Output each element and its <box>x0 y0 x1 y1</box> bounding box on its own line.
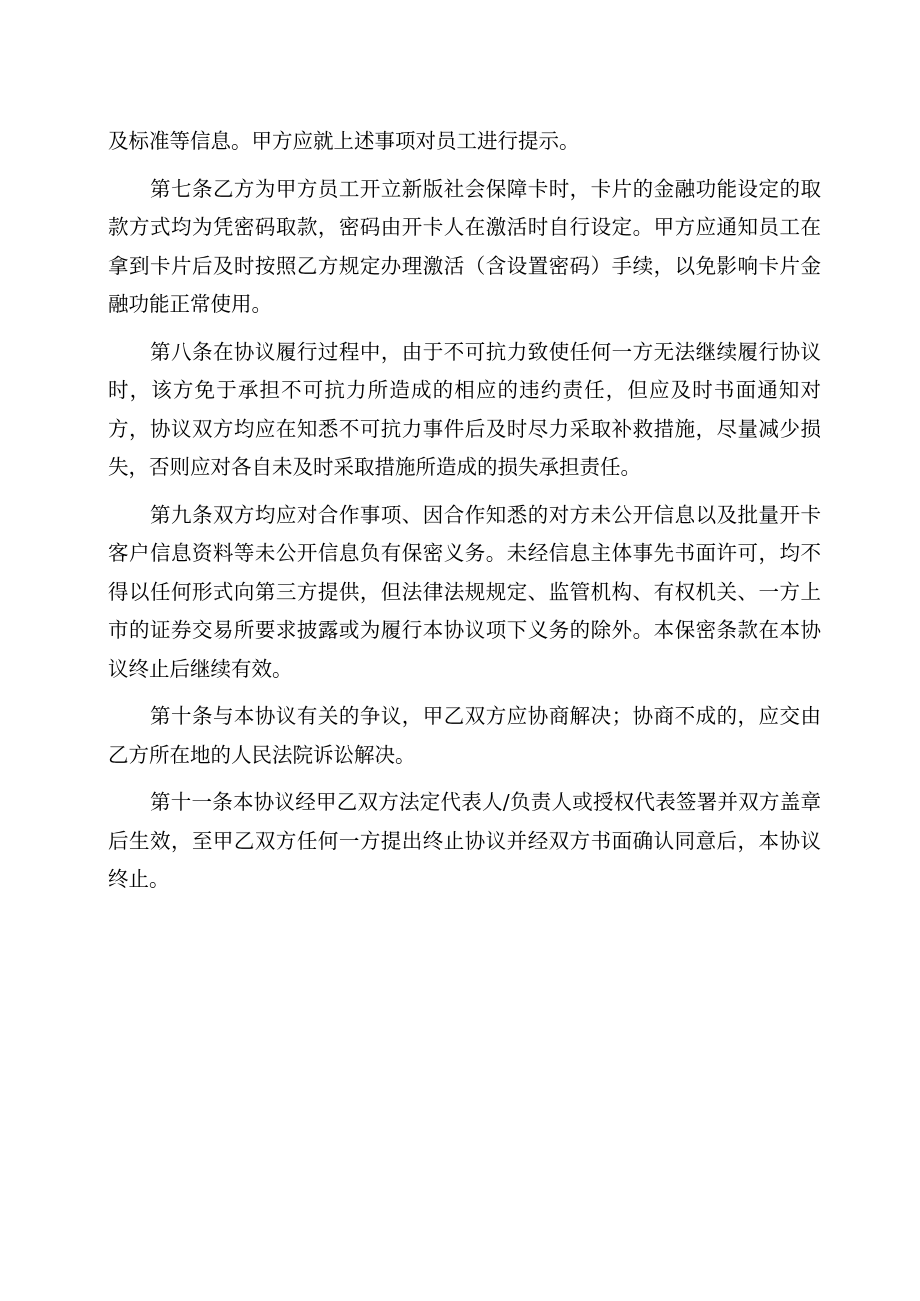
article-11-paragraph: 第十一条本协议经甲乙双方法定代表人/负责人或授权代表签署并双方盖章后生效，至甲乙双方任何一方提出终止协议并经双方书面确认同意后，本协议终止。 <box>108 790 821 891</box>
article-7-paragraph: 第七条乙方为甲方员工开立新版社会保障卡时，卡片的金融功能设定的取款方式均为凭密码取款，密码由开卡人在激活时自行设定。甲方应通知员工在拿到卡片后及时按照乙方规定办理激活（含设置密码）手续，以免影响卡片金融功能正常使用。 <box>108 176 821 316</box>
document-page <box>108 122 821 908</box>
paragraph-continuation: 及标准等信息。甲方应就上述事项对员工进行提示。 <box>108 129 580 153</box>
article-8-paragraph: 第八条在协议履行过程中，由于不可抗力致使任何一方无法继续履行协议时，该方免于承担不可抗力所造成的相应的违约责任，但应及时书面通知对方，协议双方均应在知悉不可抗力事件后及时尽力采取补救措施，尽量减少损失，否则应对各自未及时采取措施所造成的损失承担责任。 <box>108 339 821 479</box>
article-10-paragraph: 第十条与本协议有关的争议，甲乙双方应协商解决；协商不成的，应交由乙方所在地的人民法院诉讼解决。 <box>108 704 821 767</box>
article-9-paragraph: 第九条双方均应对合作事项、因合作知悉的对方未公开信息以及批量开卡客户信息资料等未公开信息负有保密义务。未经信息主体事先书面许可，均不得以任何形式向第三方提供，但法律法规规定、监管机构、有权机关、一方上市的证券交易所要求披露或为履行本协议项下义务的除外。本保密条款在本协议终止后继续有效。 <box>108 502 821 681</box>
